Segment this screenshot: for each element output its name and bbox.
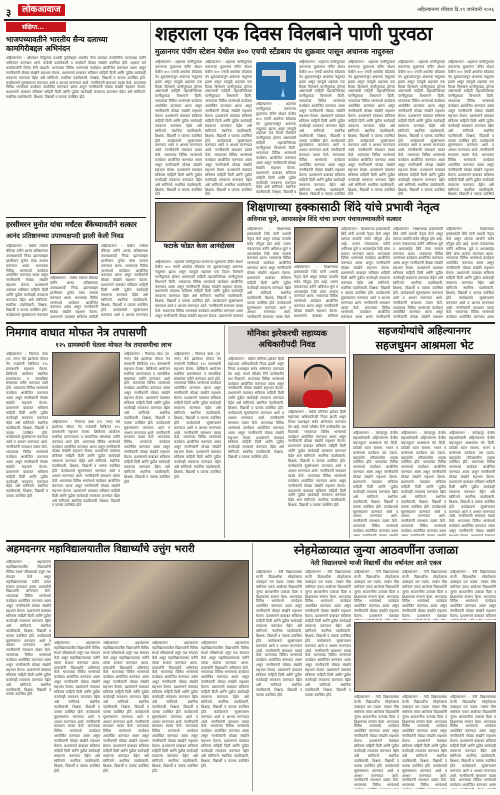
- celebration-photo: [155, 202, 243, 242]
- ashram-body-col2: अहिल्यानगर : कोल्हापूर येथील सहजयोग्यांनी अहिल्यानगर येथील सहजधुमन आश्रमाला भेट दिली. यावेळी ध्यान साधना, भजन व सत्संगाचा कार्यक्रम पार पडला. सहजयोग परिवारातील सदस्य उपस्थित होते. भारताच्या विविध भागांमध्ये कार्यक्रम आयोजित करण्यात आला असून नागरिकांनी मोठ्या संख्येने सहभाग घेतला. प्रशासनाने याबाबत सविस्तर माहिती दिली आणि पुढील कार्यवाही लवकरच करण्यात येईल असे सांगितले. स्थानिक पदाधिकारी, शिक्षक, विद्यार्थी व पालक उपस्थित होते. कार्यक्रमाचे सूत्रसंचालन करण्यात आले व आभार मानण्यात आले. नागरिकांनी समाधान व्यक्त केले. भारताच्या विविध भागांमध्ये कार्यक्रम आयोजित करण्यात आला असून नागरिकांनी मोठ्या संख्येने सहभाग घेतला. प्रशासनाने याबाबत सविस्तर माहिती दिली आणि पुढील कार्यवाही लवकरच करण्यात येईल असे सांगितले. स्थानिक पदाधिकारी, शिक्षक, विद्यार्थी व पालक उपस्थित होते.: [401, 431, 446, 536]
- students-headline: अहमदनगर महाविद्यालयातील विद्यार्थ्यांचे उत्तुंग भरारी: [6, 544, 195, 555]
- brief2-body-col3: अहिल्यानगर : येथील मर्चंटस बँकेच्या वतीने आनंद प्रतिष्ठानच्या उपाध्यक्षपदी निवड झाल्याबद्दल हरसीमरन मुनोत यांचा सत्कार करण्यात आला. भारताच्या विविध भागांमध्ये कार्यक्रम आयोजित करण्यात आला असून नागरिकांनी मोठ्या संख्येने सहभाग घेतला. प्रशासनाने याबाबत सविस्तर माहिती दिली आणि पुढील कार्यवाही लवकरच करण्यात येईल असे सांगितले. स्थानिक पदाधिकारी, शिक्षक, विद्यार्थी व पालक उपस्थित होते. कार्यक्रमाचे सूत्रसंचालन करण्यात आले व आभार मानण्यात आले. नागरिकांनी समाधान व्यक्त केले. भारताच्या विविध भागांमध्ये कार्यक्रम आयोजित करण्यात आला असून नागरिकांनी मोठ्या संख्येने सहभाग घेतला. प्रशासनाने याबाबत सविस्तर माहिती दिली आणि पुढील कार्यवाही लवकरच करण्यात येईल असे सांगितले. स्थानिक पदाधिकारी, शिक्षक, विद्यार्थी व पालक उपस्थित होते.: [101, 244, 148, 318]
- reunion-body-col4: अहिल्यानगर : नेती विद्यालयाच्या माजी विद्यार्थ्यांचा स्नेहमेळावा उत्साहात पार पडला. तब्बल वीस वर्षांनंतर एकत्र आलेल्या विद्यार्थ्यांनी जुन्या आठवणींना उजाळा दिला व शिक्षकांचा सन्मान केला. भारताच्या विविध भागांमध्ये कार्यक्रम आयोजित करण्यात आला असून नागरिकांनी मोठ्या संख्येने सहभाग घेतला. प्रशासनाने याबाबत सविस्तर माहिती दिली आणि पुढील कार्यवाही लवकरच करण्यात येईल असे सांगितले. स्थानिक पदाधिकारी, शिक्षक, विद्यार्थी व पालक उपस्थित होते. कार्यक्रमाचे सूत्रसंचालन करण्यात आले व आभार मानण्यात आले. नागरिकांनी समाधान व्यक्त केले. भारताच्या विविध भागांमध्ये कार्यक्रम आयोजित करण्यात आला असून नागरिकांनी मोठ्या संख्येने सहभाग घेतला. प्रशासनाने याबाबत सविस्तर माहिती दिली आणि पुढील कार्यवाही लवकरच करण्यात येईल असे सांगितले. स्थानिक पदाधिकारी, शिक्षक, विद्यार्थी व पालक उपस्थित होते.: [402, 570, 447, 620]
- leadership-body-col2: अहिल्यानगर : शिक्षणाच्या हक्कासाठी शिंदे यांनी प्रभावी नेतृत्व केले असून त्यांच्या कार्याचे सर्वत्र कौतुक होत आहे. प्रभाग पंचायतच्या वतीने अविनाश घुले व आपासाहेब शिंदे यांचा सत्कार करण्यात आला. भारताच्या विविध भागांमध्ये कार्यक्रम आयोजित करण्यात आला असून नागरिकांनी मोठ्या संख्येने सहभाग घेतला. प्रशासनाने याबाबत सविस्तर माहिती दिली आणि पुढील कार्यवाही लवकरच करण्यात येईल असे सांगितले. स्थानिक पदाधिकारी, शिक्षक, विद्यार्थी व पालक उपस्थित होते. कार्यक्रमाचे सूत्रसंचालन करण्यात आले व आभार मानण्यात आले. नागरिकांनी समाधान व्यक्त केले. भारताच्या विविध भागांमध्ये कार्यक्रम आयोजित करण्यात आला असून नागरिकांनी मोठ्या संख्येने सहभाग घेतला. प्रशासनाने याबाबत सविस्तर माहिती दिली आणि पुढील कार्यवाही लवकरच करण्यात येईल असे सांगितले. स्थानिक पदाधिकारी, शिक्षक, विद्यार्थी व पालक उपस्थित होते.: [294, 265, 338, 318]
- ashram-headline-top: सहजयोग्यांचे अहिल्यानगर: [378, 326, 471, 337]
- eye-camp-body-col2: अहिल्यानगर : निमगाव वाघा (ता. नगर) येथे झालेल्या मोफत नेत्र तपासणी शिबिरात १२५ ग्रामस्थांनी सहभाग घेतला. शिबिराचे आयोजन स्थानिक ग्रामपंचायत व सामाजिक संस्थांच्या वतीने करण्यात आले होते. भारताच्या विविध भागांमध्ये कार्यक्रम आयोजित करण्यात आला असून नागरिकांनी मोठ्या संख्येने सहभाग घेतला. प्रशासनाने याबाबत सविस्तर माहिती दिली आणि पुढील कार्यवाही लवकरच करण्यात येईल असे सांगितले. स्थानिक पदाधिकारी, शिक्षक, विद्यार्थी व पालक उपस्थित होते. कार्यक्रमाचे सूत्रसंचालन करण्यात आले व आभार मानण्यात आले. नागरिकांनी समाधान व्यक्त केले. भारताच्या विविध भागांमध्ये कार्यक्रम आयोजित करण्यात आला असून नागरिकांनी मोठ्या संख्येने सहभाग घेतला. प्रशासनाने याबाबत सविस्तर माहिती दिली आणि पुढील कार्यवाही लवकरच करण्यात येईल असे सांगितले. स्थानिक पदाधिकारी, शिक्षक, विद्यार्थी व पालक उपस्थित होते.: [52, 420, 120, 536]
- portrait-person-icon: [289, 358, 347, 408]
- lead-bottom-divider: [155, 198, 495, 199]
- ashram-body-col1: अहिल्यानगर : कोल्हापूर येथील सहजयोग्यांनी अहिल्यानगर येथील सहजधुमन आश्रमाला भेट दिली. यावेळी ध्यान साधना, भजन व सत्संगाचा कार्यक्रम पार पडला. सहजयोग परिवारातील सदस्य उपस्थित होते. भारताच्या विविध भागांमध्ये कार्यक्रम आयोजित करण्यात आला असून नागरिकांनी मोठ्या संख्येने सहभाग घेतला. प्रशासनाने याबाबत सविस्तर माहिती दिली आणि पुढील कार्यवाही लवकरच करण्यात येईल असे सांगितले. स्थानिक पदाधिकारी, शिक्षक, विद्यार्थी व पालक उपस्थित होते. कार्यक्रमाचे सूत्रसंचालन करण्यात आले व आभार मानण्यात आले. नागरिकांनी समाधान व्यक्त केले. भारताच्या विविध भागांमध्ये कार्यक्रम आयोजित करण्यात आला असून नागरिकांनी मोठ्या संख्येने सहभाग घेतला. प्रशासनाने याबाबत सविस्तर माहिती दिली आणि पुढील कार्यवाही लवकरच करण्यात येईल असे सांगितले. स्थानिक पदाधिकारी, शिक्षक, विद्यार्थी व पालक उपस्थित होते.: [353, 431, 398, 536]
- leadership-body-col4: अहिल्यानगर : शिक्षणाच्या हक्कासाठी शिंदे यांनी प्रभावी नेतृत्व केले असून त्यांच्या कार्याचे सर्वत्र कौतुक होत आहे. प्रभाग पंचायतच्या वतीने अविनाश घुले व आपासाहेब शिंदे यांचा सत्कार करण्यात आला. भारताच्या विविध भागांमध्ये कार्यक्रम आयोजित करण्यात आला असून नागरिकांनी मोठ्या संख्येने सहभाग घेतला. प्रशासनाने याबाबत सविस्तर माहिती दिली आणि पुढील कार्यवाही लवकरच करण्यात येईल असे सांगितले. स्थानिक पदाधिकारी, शिक्षक, विद्यार्थी व पालक उपस्थित होते. कार्यक्रमाचे सूत्रसंचालन करण्यात आले व आभार मानण्यात आले. नागरिकांनी समाधान व्यक्त केले. भारताच्या विविध भागांमध्ये कार्यक्रम आयोजित करण्यात आला असून नागरिकांनी मोठ्या संख्येने सहभाग घेतला. प्रशासनाने याबाबत सविस्तर माहिती दिली आणि पुढील कार्यवाही लवकरच करण्यात येईल असे सांगितले. स्थानिक पदाधिकारी, शिक्षक, विद्यार्थी व पालक उपस्थित होते.: [393, 227, 443, 318]
- eye-camp-body-col3: अहिल्यानगर : निमगाव वाघा (ता. नगर) येथे झालेल्या मोफत नेत्र तपासणी शिबिरात १२५ ग्रामस्थांनी सहभाग घेतला. शिबिराचे आयोजन स्थानिक ग्रामपंचायत व सामाजिक संस्थांच्या वतीने करण्यात आले होते. भारताच्या विविध भागांमध्ये कार्यक्रम आयोजित करण्यात आला असून नागरिकांनी मोठ्या संख्येने सहभाग घेतला. प्रशासनाने याबाबत सविस्तर माहिती दिली आणि पुढील कार्यवाही लवकरच करण्यात येईल असे सांगितले. स्थानिक पदाधिकारी, शिक्षक, विद्यार्थी व पालक उपस्थित होते. कार्यक्रमाचे सूत्रसंचालन करण्यात आले व आभार मानण्यात आले. नागरिकांनी समाधान व्यक्त केले. भारताच्या विविध भागांमध्ये कार्यक्रम आयोजित करण्यात आला असून नागरिकांनी मोठ्या संख्येने सहभाग घेतला. प्रशासनाने याबाबत सविस्तर माहिती दिली आणि पुढील कार्यवाही लवकरच करण्यात येईल असे सांगितले. स्थानिक पदाधिकारी, शिक्षक, विद्यार्थी व पालक उपस्थित होते.: [124, 352, 170, 536]
- leadership-headline: शिक्षणाच्या हक्कासाठी शिंदे यांचे प्रभावी नेतृत्व: [247, 200, 440, 214]
- appointment-header-box: [228, 326, 346, 354]
- students-body-col2: अहिल्यानगर : अहमदनगर महाविद्यालयातील विद्यार्थ्यांनी विविध स्पर्धा परीक्षांमध्ये उत्तुंग यश संपादन केले असून महाविद्यालयाच्या वतीने त्यांचा सत्कार करण्यात आला. प्राचार्यांनी विद्यार्थ्यांचे अभिनंदन केले. भारताच्या विविध भागांमध्ये कार्यक्रम आयोजित करण्यात आला असून नागरिकांनी मोठ्या संख्येने सहभाग घेतला. प्रशासनाने याबाबत सविस्तर माहिती दिली आणि पुढील कार्यवाही लवकरच करण्यात येईल असे सांगितले. स्थानिक पदाधिकारी, शिक्षक, विद्यार्थी व पालक उपस्थित होते. कार्यक्रमाचे सूत्रसंचालन करण्यात आले व आभार मानण्यात आले. नागरिकांनी समाधान व्यक्त केले. भारताच्या विविध भागांमध्ये कार्यक्रम आयोजित करण्यात आला असून नागरिकांनी मोठ्या संख्येने सहभाग घेतला. प्रशासनाने याबाबत सविस्तर माहिती दिली आणि पुढील कार्यवाही लवकरच करण्यात येईल असे सांगितले. स्थानिक पदाधिकारी, शिक्षक, विद्यार्थी व पालक उपस्थित होते.: [54, 641, 100, 789]
- reunion-body-col6: अहिल्यानगर : नेती विद्यालयाच्या माजी विद्यार्थ्यांचा स्नेहमेळावा उत्साहात पार पडला. तब्बल वीस वर्षांनंतर एकत्र आलेल्या विद्यार्थ्यांनी जुन्या आठवणींना उजाळा दिला व शिक्षकांचा सन्मान केला. भारताच्या विविध भागांमध्ये कार्यक्रम आयोजित करण्यात आला असून नागरिकांनी मोठ्या संख्येने सहभाग घेतला. प्रशासनाने याबाबत सविस्तर माहिती दिली आणि पुढील कार्यवाही लवकरच करण्यात येईल असे सांगितले. स्थानिक पदाधिकारी, शिक्षक, विद्यार्थी व पालक उपस्थित होते. कार्यक्रमाचे सूत्रसंचालन करण्यात आले व आभार मानण्यात आले. नागरिकांनी समाधान व्यक्त केले. भारताच्या विविध भागांमध्ये कार्यक्रम आयोजित करण्यात आला असून नागरिकांनी मोठ्या संख्येने सहभाग घेतला. प्रशासनाने याबाबत सविस्तर माहिती दिली आणि पुढील कार्यवाही लवकरच करण्यात येईल असे सांगितले. स्थानिक पदाधिकारी, शिक्षक, विद्यार्थी व पालक उपस्थित होते.: [354, 695, 399, 789]
- brief1-body: अहिल्यानगर : ऑपरेशन सिंदूरच्या यशस्वी पूर्ततेबद्दल भारतीय सैन्य दलाच्या कामगिरीचे भाजपच्या वतीने अभिनंदन करण्यात आले. यावेळी पदाधिकारी व कार्यकर्ते मोठ्या संख्येने उपस्थित होते. शहरात सर्व कार्यकर्त्यांनी तिरंगा रॅली काढली. भारताच्या विविध भागांमध्ये कार्यक्रम आयोजित करण्यात आला असून नागरिकांनी मोठ्या संख्येने सहभाग घेतला. प्रशासनाने याबाबत सविस्तर माहिती दिली आणि पुढील कार्यवाही लवकरच करण्यात येईल असे सांगितले. स्थानिक पदाधिकारी, शिक्षक, विद्यार्थी व पालक उपस्थित होते. कार्यक्रमाचे सूत्रसंचालन करण्यात आले व आभार मानण्यात आले. नागरिकांनी समाधान व्यक्त केले. भारताच्या विविध भागांमध्ये कार्यक्रम आयोजित करण्यात आला असून नागरिकांनी मोठ्या संख्येने सहभाग घेतला. प्रशासनाने याबाबत सविस्तर माहिती दिली आणि पुढील कार्यवाही लवकरच करण्यात येईल असे सांगितले. स्थानिक पदाधिकारी, शिक्षक, विद्यार्थी व पालक उपस्थित होते.: [6, 56, 146, 216]
- brief1-title: भाजपच्यावतीने भारतीय सैन्य दलाच्या कामगिरीबद्दल अभिनंदन: [6, 35, 108, 53]
- lead-headline: शहराला एक दिवस विलबाने पाणी पुरवठा: [155, 23, 433, 45]
- reunion-subhead: नेती विद्यालयाचे माजी विद्यार्थी वीस वर्षानंतर आले एकत्र: [310, 559, 442, 567]
- ashram-body-col3: अहिल्यानगर : कोल्हापूर येथील सहजयोग्यांनी अहिल्यानगर येथील सहजधुमन आश्रमाला भेट दिली. यावेळी ध्यान साधना, भजन व सत्संगाचा कार्यक्रम पार पडला. सहजयोग परिवारातील सदस्य उपस्थित होते. भारताच्या विविध भागांमध्ये कार्यक्रम आयोजित करण्यात आला असून नागरिकांनी मोठ्या संख्येने सहभाग घेतला. प्रशासनाने याबाबत सविस्तर माहिती दिली आणि पुढील कार्यवाही लवकरच करण्यात येईल असे सांगितले. स्थानिक पदाधिकारी, शिक्षक, विद्यार्थी व पालक उपस्थित होते. कार्यक्रमाचे सूत्रसंचालन करण्यात आले व आभार मानण्यात आले. नागरिकांनी समाधान व्यक्त केले. भारताच्या विविध भागांमध्ये कार्यक्रम आयोजित करण्यात आला असून नागरिकांनी मोठ्या संख्येने सहभाग घेतला. प्रशासनाने याबाबत सविस्तर माहिती दिली आणि पुढील कार्यवाही लवकरच करण्यात येईल असे सांगितले. स्थानिक पदाधिकारी, शिक्षक, विद्यार्थी व पालक उपस्थित होते.: [449, 431, 495, 536]
- sidebar-header-bar: [6, 22, 66, 32]
- reunion-headline: स्नेहमेळाव्यात जुन्या आठवणींना उजाळा: [293, 543, 459, 557]
- leadership-subhead: अविनाश घुले, आपासाहेब शिंदे यांचा प्रभाग पंचायतच्यावतीने सत्कार: [247, 216, 402, 223]
- eye-camp-headline: निमगाव वाघात मोफत नेत्र तपासणी: [6, 326, 147, 339]
- brief2-body-col1: अहिल्यानगर : येथील मर्चंटस बँकेच्या वतीने आनंद प्रतिष्ठानच्या उपाध्यक्षपदी निवड झाल्याबद्दल हरसीमरन मुनोत यांचा सत्कार करण्यात आला. भारताच्या विविध भागांमध्ये कार्यक्रम आयोजित करण्यात आला असून नागरिकांनी मोठ्या संख्येने सहभाग घेतला. प्रशासनाने याबाबत सविस्तर माहिती दिली आणि पुढील कार्यवाही लवकरच करण्यात येईल असे सांगितले. स्थानिक पदाधिकारी, शिक्षक, विद्यार्थी व पालक उपस्थित होते. कार्यक्रमाचे सूत्रसंचालन करण्यात आले व आभार मानण्यात आले. नागरिकांनी समाधान व्यक्त केले. भारताच्या विविध भागांमध्ये कार्यक्रम आयोजित करण्यात आला असून नागरिकांनी मोठ्या संख्येने सहभाग घेतला. प्रशासनाने याबाबत सविस्तर माहिती दिली आणि पुढील कार्यवाही लवकरच करण्यात येईल असे सांगितले. स्थानिक पदाधिकारी, शिक्षक, विद्यार्थी व पालक उपस्थित होते.: [6, 244, 48, 318]
- appointment-body-col1: अहिल्यानगर : येथील मोनिका झरेकर हिची सहाय्यक अधिकारीपदी निवड झाली असून तिच्या यशाबद्दल सर्वत्र अभिनंदन करण्यात येत आहे. स्पर्धा परीक्षेत तिने उल्लेखनीय यश मिळवले. भारताच्या विविध भागांमध्ये कार्यक्रम आयोजित करण्यात आला असून नागरिकांनी मोठ्या संख्येने सहभाग घेतला. प्रशासनाने याबाबत सविस्तर माहिती दिली आणि पुढील कार्यवाही लवकरच करण्यात येईल असे सांगितले. स्थानिक पदाधिकारी, शिक्षक, विद्यार्थी व पालक उपस्थित होते. कार्यक्रमाचे सूत्रसंचालन करण्यात आले व आभार मानण्यात आले. नागरिकांनी समाधान व्यक्त केले. भारताच्या विविध भागांमध्ये कार्यक्रम आयोजित करण्यात आला असून नागरिकांनी मोठ्या संख्येने सहभाग घेतला. प्रशासनाने याबाबत सविस्तर माहिती दिली आणि पुढील कार्यवाही लवकरच करण्यात येईल असे सांगितले. स्थानिक पदाधिकारी, शिक्षक, विद्यार्थी व पालक उपस्थित होते.: [228, 357, 284, 536]
- reunion-body-col7: अहिल्यानगर : नेती विद्यालयाच्या माजी विद्यार्थ्यांचा स्नेहमेळावा उत्साहात पार पडला. तब्बल वीस वर्षांनंतर एकत्र आलेल्या विद्यार्थ्यांनी जुन्या आठवणींना उजाळा दिला व शिक्षकांचा सन्मान केला. भारताच्या विविध भागांमध्ये कार्यक्रम आयोजित करण्यात आला असून नागरिकांनी मोठ्या संख्येने सहभाग घेतला. प्रशासनाने याबाबत सविस्तर माहिती दिली आणि पुढील कार्यवाही लवकरच करण्यात येईल असे सांगितले. स्थानिक पदाधिकारी, शिक्षक, विद्यार्थी व पालक उपस्थित होते. कार्यक्रमाचे सूत्रसंचालन करण्यात आले व आभार मानण्यात आले. नागरिकांनी समाधान व्यक्त केले. भारताच्या विविध भागांमध्ये कार्यक्रम आयोजित करण्यात आला असून नागरिकांनी मोठ्या संख्येने सहभाग घेतला. प्रशासनाने याबाबत सविस्तर माहिती दिली आणि पुढील कार्यवाही लवकरच करण्यात येईल असे सांगितले. स्थानिक पदाधिकारी, शिक्षक, विद्यार्थी व पालक उपस्थित होते.: [402, 695, 447, 789]
- page-number: ३: [6, 8, 12, 19]
- leadership-body-col3: अहिल्यानगर : शिक्षणाच्या हक्कासाठी शिंदे यांनी प्रभावी नेतृत्व केले असून त्यांच्या कार्याचे सर्वत्र कौतुक होत आहे. प्रभाग पंचायतच्या वतीने अविनाश घुले व आपासाहेब शिंदे यांचा सत्कार करण्यात आला. भारताच्या विविध भागांमध्ये कार्यक्रम आयोजित करण्यात आला असून नागरिकांनी मोठ्या संख्येने सहभाग घेतला. प्रशासनाने याबाबत सविस्तर माहिती दिली आणि पुढील कार्यवाही लवकरच करण्यात येईल असे सांगितले. स्थानिक पदाधिकारी, शिक्षक, विद्यार्थी व पालक उपस्थित होते. कार्यक्रमाचे सूत्रसंचालन करण्यात आले व आभार मानण्यात आले. नागरिकांनी समाधान व्यक्त केले. भारताच्या विविध भागांमध्ये कार्यक्रम आयोजित करण्यात आला असून नागरिकांनी मोठ्या संख्येने सहभाग घेतला. प्रशासनाने याबाबत सविस्तर माहिती दिली आणि पुढील कार्यवाही लवकरच करण्यात येईल असे सांगितले. स्थानिक पदाधिकारी, शिक्षक, विद्यार्थी व पालक उपस्थित होते.: [341, 227, 390, 318]
- paper-logo: लोकआवाज: [18, 4, 65, 16]
- masthead-divider: [4, 19, 496, 21]
- brief2-title: हरसीमरन मुनोत यांचा मर्चंटस बँकेच्यावतीने सत्कार: [6, 220, 137, 229]
- reunion-body-col3: अहिल्यानगर : नेती विद्यालयाच्या माजी विद्यार्थ्यांचा स्नेहमेळावा उत्साहात पार पडला. तब्बल वीस वर्षांनंतर एकत्र आलेल्या विद्यार्थ्यांनी जुन्या आठवणींना उजाळा दिला व शिक्षकांचा सन्मान केला. भारताच्या विविध भागांमध्ये कार्यक्रम आयोजित करण्यात आला असून नागरिकांनी मोठ्या संख्येने सहभाग घेतला. प्रशासनाने याबाबत सविस्तर माहिती दिली आणि पुढील कार्यवाही लवकरच करण्यात येईल असे सांगितले. स्थानिक पदाधिकारी, शिक्षक, विद्यार्थी व पालक उपस्थित होते. कार्यक्रमाचे सूत्रसंचालन करण्यात आले व आभार मानण्यात आले. नागरिकांनी समाधान व्यक्त केले. भारताच्या विविध भागांमध्ये कार्यक्रम आयोजित करण्यात आला असून नागरिकांनी मोठ्या संख्येने सहभाग घेतला. प्रशासनाने याबाबत सविस्तर माहिती दिली आणि पुढील कार्यवाही लवकरच करण्यात येईल असे सांगितले. स्थानिक पदाधिकारी, शिक्षक, विद्यार्थी व पालक उपस्थित होते.: [354, 570, 399, 620]
- leadership-body-col5: अहिल्यानगर : शिक्षणाच्या हक्कासाठी शिंदे यांनी प्रभावी नेतृत्व केले असून त्यांच्या कार्याचे सर्वत्र कौतुक होत आहे. प्रभाग पंचायतच्या वतीने अविनाश घुले व आपासाहेब शिंदे यांचा सत्कार करण्यात आला. भारताच्या विविध भागांमध्ये कार्यक्रम आयोजित करण्यात आला असून नागरिकांनी मोठ्या संख्येने सहभाग घेतला. प्रशासनाने याबाबत सविस्तर माहिती दिली आणि पुढील कार्यवाही लवकरच करण्यात येईल असे सांगितले. स्थानिक पदाधिकारी, शिक्षक, विद्यार्थी व पालक उपस्थित होते. कार्यक्रमाचे सूत्रसंचालन करण्यात आले व आभार मानण्यात आले. नागरिकांनी समाधान व्यक्त केले. भारताच्या विविध भागांमध्ये कार्यक्रम आयोजित करण्यात आला असून नागरिकांनी मोठ्या संख्येने सहभाग घेतला. प्रशासनाने याबाबत सविस्तर माहिती दिली आणि पुढील कार्यवाही लवकरच करण्यात येईल असे सांगितले. स्थानिक पदाधिकारी, शिक्षक, विद्यार्थी व पालक उपस्थित होते.: [446, 227, 494, 318]
- reunion-group-photo: [354, 622, 496, 692]
- reunion-body-col5: अहिल्यानगर : नेती विद्यालयाच्या माजी विद्यार्थ्यांचा स्नेहमेळावा उत्साहात पार पडला. तब्बल वीस वर्षांनंतर एकत्र आलेल्या विद्यार्थ्यांनी जुन्या आठवणींना उजाळा दिला व शिक्षकांचा सन्मान केला. भारताच्या विविध भागांमध्ये कार्यक्रम आयोजित करण्यात आला असून नागरिकांनी मोठ्या संख्येने सहभाग घेतला. प्रशासनाने याबाबत सविस्तर माहिती दिली आणि पुढील कार्यवाही लवकरच करण्यात येईल असे सांगितले. स्थानिक पदाधिकारी, शिक्षक, विद्यार्थी व पालक उपस्थित होते. कार्यक्रमाचे सूत्रसंचालन करण्यात आले व आभार मानण्यात आले. नागरिकांनी समाधान व्यक्त केले. भारताच्या विविध भागांमध्ये कार्यक्रम आयोजित करण्यात आला असून नागरिकांनी मोठ्या संख्येने सहभाग घेतला. प्रशासनाने याबाबत सविस्तर माहिती दिली आणि पुढील कार्यवाही लवकरच करण्यात येईल असे सांगितले. स्थानिक पदाधिकारी, शिक्षक, विद्यार्थी व पालक उपस्थित होते.: [450, 570, 496, 620]
- students-body-col5: अहिल्यानगर : अहमदनगर महाविद्यालयातील विद्यार्थ्यांनी विविध स्पर्धा परीक्षांमध्ये उत्तुंग यश संपादन केले असून महाविद्यालयाच्या वतीने त्यांचा सत्कार करण्यात आला. प्राचार्यांनी विद्यार्थ्यांचे अभिनंदन केले. भारताच्या विविध भागांमध्ये कार्यक्रम आयोजित करण्यात आला असून नागरिकांनी मोठ्या संख्येने सहभाग घेतला. प्रशासनाने याबाबत सविस्तर माहिती दिली आणि पुढील कार्यवाही लवकरच करण्यात येईल असे सांगितले. स्थानिक पदाधिकारी, शिक्षक, विद्यार्थी व पालक उपस्थित होते. कार्यक्रमाचे सूत्रसंचालन करण्यात आले व आभार मानण्यात आले. नागरिकांनी समाधान व्यक्त केले. भारताच्या विविध भागांमध्ये कार्यक्रम आयोजित करण्यात आला असून नागरिकांनी मोठ्या संख्येने सहभाग घेतला. प्रशासनाने याबाबत सविस्तर माहिती दिली आणि पुढील कार्यवाही लवकरच करण्यात येईल असे सांगितले. स्थानिक पदाधिकारी, शिक्षक, विद्यार्थी व पालक उपस्थित होते.: [201, 641, 249, 789]
- lead-body-col7: अहिल्यानगर : शहराला पाणीपुरवठा करणाऱ्या मुळानगर पंपिंग स्टेशन येथील ४०० एचपी क्षमतेचा स्टँडबाय पंप शुक्रवारपासून अचानक नादुरुस्त झाला असून त्यामुळे शहराला एक दिवस विलंबाने पाणीपुरवठा होणार असल्याची माहिती महापालिकेच्या पाणीपुरवठा विभागाने दिली. भारताच्या विविध भागांमध्ये कार्यक्रम आयोजित करण्यात आला असून नागरिकांनी मोठ्या संख्येने सहभाग घेतला. प्रशासनाने याबाबत सविस्तर माहिती दिली आणि पुढील कार्यवाही लवकरच करण्यात येईल असे सांगितले. स्थानिक पदाधिकारी, शिक्षक, विद्यार्थी व पालक उपस्थित होते. कार्यक्रमाचे सूत्रसंचालन करण्यात आले व आभार मानण्यात आले. नागरिकांनी समाधान व्यक्त केले. भारताच्या विविध भागांमध्ये कार्यक्रम आयोजित करण्यात आला असून नागरिकांनी मोठ्या संख्येने सहभाग घेतला. प्रशासनाने याबाबत सविस्तर माहिती दिली आणि पुढील कार्यवाही लवकरच करण्यात येईल असे सांगितले. स्थानिक पदाधिकारी, शिक्षक, विद्यार्थी व पालक उपस्थित होते.: [448, 60, 494, 195]
- portrait-photo: [288, 357, 346, 407]
- students-body-col4: अहिल्यानगर : अहमदनगर महाविद्यालयातील विद्यार्थ्यांनी विविध स्पर्धा परीक्षांमध्ये उत्तुंग यश संपादन केले असून महाविद्यालयाच्या वतीने त्यांचा सत्कार करण्यात आला. प्राचार्यांनी विद्यार्थ्यांचे अभिनंदन केले. भारताच्या विविध भागांमध्ये कार्यक्रम आयोजित करण्यात आला असून नागरिकांनी मोठ्या संख्येने सहभाग घेतला. प्रशासनाने याबाबत सविस्तर माहिती दिली आणि पुढील कार्यवाही लवकरच करण्यात येईल असे सांगितले. स्थानिक पदाधिकारी, शिक्षक, विद्यार्थी व पालक उपस्थित होते. कार्यक्रमाचे सूत्रसंचालन करण्यात आले व आभार मानण्यात आले. नागरिकांनी समाधान व्यक्त केले. भारताच्या विविध भागांमध्ये कार्यक्रम आयोजित करण्यात आला असून नागरिकांनी मोठ्या संख्येने सहभाग घेतला. प्रशासनाने याबाबत सविस्तर माहिती दिली आणि पुढील कार्यवाही लवकरच करण्यात येईल असे सांगितले. स्थानिक पदाधिकारी, शिक्षक, विद्यार्थी व पालक उपस्थित होते.: [152, 641, 198, 789]
- eye-camp-photo: [52, 352, 120, 416]
- lead-subhead: मुळानगर पंपींग स्टेशन येथील ४०० एचपी स्टँडबाय पंप शुक्रवार पासून अचानक नादुरुस्त: [155, 47, 394, 56]
- leadership-body-col1: अहिल्यानगर : शिक्षणाच्या हक्कासाठी शिंदे यांनी प्रभावी नेतृत्व केले असून त्यांच्या कार्याचे सर्वत्र कौतुक होत आहे. प्रभाग पंचायतच्या वतीने अविनाश घुले व आपासाहेब शिंदे यांचा सत्कार करण्यात आला. भारताच्या विविध भागांमध्ये कार्यक्रम आयोजित करण्यात आला असून नागरिकांनी मोठ्या संख्येने सहभाग घेतला. प्रशासनाने याबाबत सविस्तर माहिती दिली आणि पुढील कार्यवाही लवकरच करण्यात येईल असे सांगितले. स्थानिक पदाधिकारी, शिक्षक, विद्यार्थी व पालक उपस्थित होते. कार्यक्रमाचे सूत्रसंचालन करण्यात आले व आभार मानण्यात आले. नागरिकांनी समाधान व्यक्त केले. भारताच्या विविध भागांमध्ये कार्यक्रम आयोजित करण्यात आला असून नागरिकांनी मोठ्या संख्येने सहभाग घेतला. प्रशासनाने याबाबत सविस्तर माहिती दिली आणि पुढील कार्यवाही लवकरच करण्यात येईल असे सांगितले. स्थानिक पदाधिकारी, शिक्षक, विद्यार्थी व पालक उपस्थित होते.: [247, 227, 291, 318]
- ashram-headline-bottom: सहजधुमन आश्रमला भेट: [375, 339, 474, 352]
- leadership-photo: [294, 227, 338, 263]
- middle-divider-1: [224, 325, 225, 538]
- students-body-col1: अहिल्यानगर : अहमदनगर महाविद्यालयातील विद्यार्थ्यांनी विविध स्पर्धा परीक्षांमध्ये उत्तुंग यश संपादन केले असून महाविद्यालयाच्या वतीने त्यांचा सत्कार करण्यात आला. प्राचार्यांनी विद्यार्थ्यांचे अभिनंदन केले. भारताच्या विविध भागांमध्ये कार्यक्रम आयोजित करण्यात आला असून नागरिकांनी मोठ्या संख्येने सहभाग घेतला. प्रशासनाने याबाबत सविस्तर माहिती दिली आणि पुढील कार्यवाही लवकरच करण्यात येईल असे सांगितले. स्थानिक पदाधिकारी, शिक्षक, विद्यार्थी व पालक उपस्थित होते. कार्यक्रमाचे सूत्रसंचालन करण्यात आले व आभार मानण्यात आले. नागरिकांनी समाधान व्यक्त केले. भारताच्या विविध भागांमध्ये कार्यक्रम आयोजित करण्यात आला असून नागरिकांनी मोठ्या संख्येने सहभाग घेतला. प्रशासनाने याबाबत सविस्तर माहिती दिली आणि पुढील कार्यवाही लवकरच करण्यात येईल असे सांगितले. स्थानिक पदाधिकारी, शिक्षक, विद्यार्थी व पालक उपस्थित होते.: [6, 560, 51, 789]
- ashram-group-photo: [353, 354, 495, 428]
- lead-body-col1: अहिल्यानगर : शहराला पाणीपुरवठा करणाऱ्या मुळानगर पंपिंग स्टेशन येथील ४०० एचपी क्षमतेचा स्टँडबाय पंप शुक्रवारपासून अचानक नादुरुस्त झाला असून त्यामुळे शहराला एक दिवस विलंबाने पाणीपुरवठा होणार असल्याची माहिती महापालिकेच्या पाणीपुरवठा विभागाने दिली. भारताच्या विविध भागांमध्ये कार्यक्रम आयोजित करण्यात आला असून नागरिकांनी मोठ्या संख्येने सहभाग घेतला. प्रशासनाने याबाबत सविस्तर माहिती दिली आणि पुढील कार्यवाही लवकरच करण्यात येईल असे सांगितले. स्थानिक पदाधिकारी, शिक्षक, विद्यार्थी व पालक उपस्थित होते. कार्यक्रमाचे सूत्रसंचालन करण्यात आले व आभार मानण्यात आले. नागरिकांनी समाधान व्यक्त केले. भारताच्या विविध भागांमध्ये कार्यक्रम आयोजित करण्यात आला असून नागरिकांनी मोठ्या संख्येने सहभाग घेतला. प्रशासनाने याबाबत सविस्तर माहिती दिली आणि पुढील कार्यवाही लवकरच करण्यात येईल असे सांगितले. स्थानिक पदाधिकारी, शिक्षक, विद्यार्थी व पालक उपस्थित होते.: [155, 60, 202, 195]
- masthead: [4, 4, 496, 18]
- brief-divider: [6, 217, 146, 218]
- bottom-divider-v: [252, 543, 253, 791]
- appointment-body-col2: अहिल्यानगर : येथील मोनिका झरेकर हिची सहाय्यक अधिकारीपदी निवड झाली असून तिच्या यशाबद्दल सर्वत्र अभिनंदन करण्यात येत आहे. स्पर्धा परीक्षेत तिने उल्लेखनीय यश मिळवले. भारताच्या विविध भागांमध्ये कार्यक्रम आयोजित करण्यात आला असून नागरिकांनी मोठ्या संख्येने सहभाग घेतला. प्रशासनाने याबाबत सविस्तर माहिती दिली आणि पुढील कार्यवाही लवकरच करण्यात येईल असे सांगितले. स्थानिक पदाधिकारी, शिक्षक, विद्यार्थी व पालक उपस्थित होते. कार्यक्रमाचे सूत्रसंचालन करण्यात आले व आभार मानण्यात आले. नागरिकांनी समाधान व्यक्त केले. भारताच्या विविध भागांमध्ये कार्यक्रम आयोजित करण्यात आला असून नागरिकांनी मोठ्या संख्येने सहभाग घेतला. प्रशासनाने याबाबत सविस्तर माहिती दिली आणि पुढील कार्यवाही लवकरच करण्यात येईल असे सांगितले. स्थानिक पदाधिकारी, शिक्षक, विद्यार्थी व पालक उपस्थित होते.: [288, 410, 346, 536]
- lead-body-col4: अहिल्यानगर : शहराला पाणीपुरवठा करणाऱ्या मुळानगर पंपिंग स्टेशन येथील ४०० एचपी क्षमतेचा स्टँडबाय पंप शुक्रवारपासून अचानक नादुरुस्त झाला असून त्यामुळे शहराला एक दिवस विलंबाने पाणीपुरवठा होणार असल्याची माहिती महापालिकेच्या पाणीपुरवठा विभागाने दिली. भारताच्या विविध भागांमध्ये कार्यक्रम आयोजित करण्यात आला असून नागरिकांनी मोठ्या संख्येने सहभाग घेतला. प्रशासनाने याबाबत सविस्तर माहिती दिली आणि पुढील कार्यवाही लवकरच करण्यात येईल असे सांगितले. स्थानिक पदाधिकारी, शिक्षक, विद्यार्थी व पालक उपस्थित होते. कार्यक्रमाचे सूत्रसंचालन करण्यात आले व आभार मानण्यात आले. नागरिकांनी समाधान व्यक्त केले. भारताच्या विविध भागांमध्ये कार्यक्रम आयोजित करण्यात आला असून नागरिकांनी मोठ्या संख्येने सहभाग घेतला. प्रशासनाने याबाबत सविस्तर माहिती दिली आणि पुढील कार्यवाही लवकरच करण्यात येईल असे सांगितले. स्थानिक पदाधिकारी, शिक्षक, विद्यार्थी व पालक उपस्थित होते.: [299, 60, 345, 195]
- brief2-body-col2: अहिल्यानगर : येथील मर्चंटस बँकेच्या वतीने आनंद प्रतिष्ठानच्या उपाध्यक्षपदी निवड झाल्याबद्दल हरसीमरन मुनोत यांचा सत्कार करण्यात आला. भारताच्या विविध भागांमध्ये कार्यक्रम आयोजित करण्यात आला असून नागरिकांनी मोठ्या संख्येने सहभाग घेतला. प्रशासनाने याबाबत सविस्तर माहिती दिली आणि पुढील कार्यवाही लवकरच करण्यात येईल असे सांगितले. स्थानिक पदाधिकारी, शिक्षक, विद्यार्थी व पालक उपस्थित होते. कार्यक्रमाचे सूत्रसंचालन करण्यात आले व आभार मानण्यात आले. नागरिकांनी समाधान व्यक्त केले. भारताच्या विविध भागांमध्ये कार्यक्रम आयोजित करण्यात आला असून नागरिकांनी मोठ्या संख्येने सहभाग घेतला. प्रशासनाने याबाबत सविस्तर माहिती दिली आणि पुढील कार्यवाही लवकरच करण्यात येईल असे सांगितले. स्थानिक पदाधिकारी, शिक्षक, विद्यार्थी व पालक उपस्थित होते.: [50, 276, 98, 318]
- reunion-body-col8: अहिल्यानगर : नेती विद्यालयाच्या माजी विद्यार्थ्यांचा स्नेहमेळावा उत्साहात पार पडला. तब्बल वीस वर्षांनंतर एकत्र आलेल्या विद्यार्थ्यांनी जुन्या आठवणींना उजाळा दिला व शिक्षकांचा सन्मान केला. भारताच्या विविध भागांमध्ये कार्यक्रम आयोजित करण्यात आला असून नागरिकांनी मोठ्या संख्येने सहभाग घेतला. प्रशासनाने याबाबत सविस्तर माहिती दिली आणि पुढील कार्यवाही लवकरच करण्यात येईल असे सांगितले. स्थानिक पदाधिकारी, शिक्षक, विद्यार्थी व पालक उपस्थित होते. कार्यक्रमाचे सूत्रसंचालन करण्यात आले व आभार मानण्यात आले. नागरिकांनी समाधान व्यक्त केले. भारताच्या विविध भागांमध्ये कार्यक्रम आयोजित करण्यात आला असून नागरिकांनी मोठ्या संख्येने सहभाग घेतला. प्रशासनाने याबाबत सविस्तर माहिती दिली आणि पुढील कार्यवाही लवकरच करण्यात येईल असे सांगितले. स्थानिक पदाधिकारी, शिक्षक, विद्यार्थी व पालक उपस्थित होते.: [450, 695, 496, 789]
- eye-camp-subhead: १२५ ग्रामस्थांनी घेतला मोफत नेत्र तपासणीचा लाभ: [55, 341, 172, 349]
- bottom-divider: [6, 540, 495, 542]
- lead-body-col5: अहिल्यानगर : शहराला पाणीपुरवठा करणाऱ्या मुळानगर पंपिंग स्टेशन येथील ४०० एचपी क्षमतेचा स्टँडबाय पंप शुक्रवारपासून अचानक नादुरुस्त झाला असून त्यामुळे शहराला एक दिवस विलंबाने पाणीपुरवठा होणार असल्याची माहिती महापालिकेच्या पाणीपुरवठा विभागाने दिली. भारताच्या विविध भागांमध्ये कार्यक्रम आयोजित करण्यात आला असून नागरिकांनी मोठ्या संख्येने सहभाग घेतला. प्रशासनाने याबाबत सविस्तर माहिती दिली आणि पुढील कार्यवाही लवकरच करण्यात येईल असे सांगितले. स्थानिक पदाधिकारी, शिक्षक, विद्यार्थी व पालक उपस्थित होते. कार्यक्रमाचे सूत्रसंचालन करण्यात आले व आभार मानण्यात आले. नागरिकांनी समाधान व्यक्त केले. भारताच्या विविध भागांमध्ये कार्यक्रम आयोजित करण्यात आला असून नागरिकांनी मोठ्या संख्येने सहभाग घेतला. प्रशासनाने याबाबत सविस्तर माहिती दिली आणि पुढील कार्यवाही लवकरच करण्यात येईल असे सांगितले. स्थानिक पदाधिकारी, शिक्षक, विद्यार्थी व पालक उपस्थित होते.: [348, 60, 395, 195]
- students-body-col3: अहिल्यानगर : अहमदनगर महाविद्यालयातील विद्यार्थ्यांनी विविध स्पर्धा परीक्षांमध्ये उत्तुंग यश संपादन केले असून महाविद्यालयाच्या वतीने त्यांचा सत्कार करण्यात आला. प्राचार्यांनी विद्यार्थ्यांचे अभिनंदन केले. भारताच्या विविध भागांमध्ये कार्यक्रम आयोजित करण्यात आला असून नागरिकांनी मोठ्या संख्येने सहभाग घेतला. प्रशासनाने याबाबत सविस्तर माहिती दिली आणि पुढील कार्यवाही लवकरच करण्यात येईल असे सांगितले. स्थानिक पदाधिकारी, शिक्षक, विद्यार्थी व पालक उपस्थित होते. कार्यक्रमाचे सूत्रसंचालन करण्यात आले व आभार मानण्यात आले. नागरिकांनी समाधान व्यक्त केले. भारताच्या विविध भागांमध्ये कार्यक्रम आयोजित करण्यात आला असून नागरिकांनी मोठ्या संख्येने सहभाग घेतला. प्रशासनाने याबाबत सविस्तर माहिती दिली आणि पुढील कार्यवाही लवकरच करण्यात येईल असे सांगितले. स्थानिक पदाधिकारी, शिक्षक, विद्यार्थी व पालक उपस्थित होते.: [103, 641, 149, 789]
- middle-divider-2: [349, 325, 350, 538]
- eye-camp-body-col4: अहिल्यानगर : निमगाव वाघा (ता. नगर) येथे झालेल्या मोफत नेत्र तपासणी शिबिरात १२५ ग्रामस्थांनी सहभाग घेतला. शिबिराचे आयोजन स्थानिक ग्रामपंचायत व सामाजिक संस्थांच्या वतीने करण्यात आले होते. भारताच्या विविध भागांमध्ये कार्यक्रम आयोजित करण्यात आला असून नागरिकांनी मोठ्या संख्येने सहभाग घेतला. प्रशासनाने याबाबत सविस्तर माहिती दिली आणि पुढील कार्यवाही लवकरच करण्यात येईल असे सांगितले. स्थानिक पदाधिकारी, शिक्षक, विद्यार्थी व पालक उपस्थित होते. कार्यक्रमाचे सूत्रसंचालन करण्यात आले व आभार मानण्यात आले. नागरिकांनी समाधान व्यक्त केले. भारताच्या विविध भागांमध्ये कार्यक्रम आयोजित करण्यात आला असून नागरिकांनी मोठ्या संख्येने सहभाग घेतला. प्रशासनाने याबाबत सविस्तर माहिती दिली आणि पुढील कार्यवाही लवकरच करण्यात येईल असे सांगितले. स्थानिक पदाधिकारी, शिक्षक, विद्यार्थी व पालक उपस्थित होते.: [174, 352, 221, 536]
- middle-divider: [6, 322, 495, 324]
- photo-caption-body: अहिल्यानगर : शहराला पाणीपुरवठा करणाऱ्या मुळानगर पंपिंग स्टेशन येथील ४०० एचपी क्षमतेचा स्टँडबाय पंप शुक्रवारपासून अचानक नादुरुस्त झाला असून त्यामुळे शहराला एक दिवस विलंबाने पाणीपुरवठा होणार असल्याची माहिती महापालिकेच्या पाणीपुरवठा विभागाने दिली. भारताच्या विविध भागांमध्ये कार्यक्रम आयोजित करण्यात आला असून नागरिकांनी मोठ्या संख्येने सहभाग घेतला. प्रशासनाने याबाबत सविस्तर माहिती दिली आणि पुढील कार्यवाही लवकरच करण्यात येईल असे सांगितले. स्थानिक पदाधिकारी, शिक्षक, विद्यार्थी व पालक उपस्थित होते. कार्यक्रमाचे सूत्रसंचालन करण्यात आले व आभार मानण्यात आले. नागरिकांनी समाधान व्यक्त केले. भारताच्या विविध भागांमध्ये कार्यक्रम आयोजित करण्यात आला असून नागरिकांनी मोठ्या संख्येने सहभाग घेतला. प्रशासनाने याबाबत सविस्तर माहिती दिली आणि पुढील कार्यवाही लवकरच करण्यात येईल असे सांगितले. स्थानिक पदाधिकारी, शिक्षक, विद्यार्थी व पालक उपस्थित होते.: [155, 260, 243, 318]
- water-tap-icon: [256, 62, 296, 100]
- eye-camp-body-col1: अहिल्यानगर : निमगाव वाघा (ता. नगर) येथे झालेल्या मोफत नेत्र तपासणी शिबिरात १२५ ग्रामस्थांनी सहभाग घेतला. शिबिराचे आयोजन स्थानिक ग्रामपंचायत व सामाजिक संस्थांच्या वतीने करण्यात आले होते. भारताच्या विविध भागांमध्ये कार्यक्रम आयोजित करण्यात आला असून नागरिकांनी मोठ्या संख्येने सहभाग घेतला. प्रशासनाने याबाबत सविस्तर माहिती दिली आणि पुढील कार्यवाही लवकरच करण्यात येईल असे सांगितले. स्थानिक पदाधिकारी, शिक्षक, विद्यार्थी व पालक उपस्थित होते. कार्यक्रमाचे सूत्रसंचालन करण्यात आले व आभार मानण्यात आले. नागरिकांनी समाधान व्यक्त केले. भारताच्या विविध भागांमध्ये कार्यक्रम आयोजित करण्यात आला असून नागरिकांनी मोठ्या संख्येने सहभाग घेतला. प्रशासनाने याबाबत सविस्तर माहिती दिली आणि पुढील कार्यवाही लवकरच करण्यात येईल असे सांगितले. स्थानिक पदाधिकारी, शिक्षक, विद्यार्थी व पालक उपस्थित होते.: [6, 352, 48, 536]
- appointment-headline: मोनिका झरेकरची सहाय्यक अधिकारीपदी निवड: [246, 328, 327, 349]
- reunion-body-col1: अहिल्यानगर : नेती विद्यालयाच्या माजी विद्यार्थ्यांचा स्नेहमेळावा उत्साहात पार पडला. तब्बल वीस वर्षांनंतर एकत्र आलेल्या विद्यार्थ्यांनी जुन्या आठवणींना उजाळा दिला व शिक्षकांचा सन्मान केला. भारताच्या विविध भागांमध्ये कार्यक्रम आयोजित करण्यात आला असून नागरिकांनी मोठ्या संख्येने सहभाग घेतला. प्रशासनाने याबाबत सविस्तर माहिती दिली आणि पुढील कार्यवाही लवकरच करण्यात येईल असे सांगितले. स्थानिक पदाधिकारी, शिक्षक, विद्यार्थी व पालक उपस्थित होते. कार्यक्रमाचे सूत्रसंचालन करण्यात आले व आभार मानण्यात आले. नागरिकांनी समाधान व्यक्त केले. भारताच्या विविध भागांमध्ये कार्यक्रम आयोजित करण्यात आला असून नागरिकांनी मोठ्या संख्येने सहभाग घेतला. प्रशासनाने याबाबत सविस्तर माहिती दिली आणि पुढील कार्यवाही लवकरच करण्यात येईल असे सांगितले. स्थानिक पदाधिकारी, शिक्षक, विद्यार्थी व पालक उपस्थित होते.: [256, 570, 302, 789]
- lead-body-col2: अहिल्यानगर : शहराला पाणीपुरवठा करणाऱ्या मुळानगर पंपिंग स्टेशन येथील ४०० एचपी क्षमतेचा स्टँडबाय पंप शुक्रवारपासून अचानक नादुरुस्त झाला असून त्यामुळे शहराला एक दिवस विलंबाने पाणीपुरवठा होणार असल्याची माहिती महापालिकेच्या पाणीपुरवठा विभागाने दिली. भारताच्या विविध भागांमध्ये कार्यक्रम आयोजित करण्यात आला असून नागरिकांनी मोठ्या संख्येने सहभाग घेतला. प्रशासनाने याबाबत सविस्तर माहिती दिली आणि पुढील कार्यवाही लवकरच करण्यात येईल असे सांगितले. स्थानिक पदाधिकारी, शिक्षक, विद्यार्थी व पालक उपस्थित होते. कार्यक्रमाचे सूत्रसंचालन करण्यात आले व आभार मानण्यात आले. नागरिकांनी समाधान व्यक्त केले. भारताच्या विविध भागांमध्ये कार्यक्रम आयोजित करण्यात आला असून नागरिकांनी मोठ्या संख्येने सहभाग घेतला. प्रशासनाने याबाबत सविस्तर माहिती दिली आणि पुढील कार्यवाही लवकरच करण्यात येईल असे सांगितले. स्थानिक पदाधिकारी, शिक्षक, विद्यार्थी व पालक उपस्थित होते.: [205, 60, 252, 195]
- reunion-body-col2: अहिल्यानगर : नेती विद्यालयाच्या माजी विद्यार्थ्यांचा स्नेहमेळावा उत्साहात पार पडला. तब्बल वीस वर्षांनंतर एकत्र आलेल्या विद्यार्थ्यांनी जुन्या आठवणींना उजाळा दिला व शिक्षकांचा सन्मान केला. भारताच्या विविध भागांमध्ये कार्यक्रम आयोजित करण्यात आला असून नागरिकांनी मोठ्या संख्येने सहभाग घेतला. प्रशासनाने याबाबत सविस्तर माहिती दिली आणि पुढील कार्यवाही लवकरच करण्यात येईल असे सांगितले. स्थानिक पदाधिकारी, शिक्षक, विद्यार्थी व पालक उपस्थित होते. कार्यक्रमाचे सूत्रसंचालन करण्यात आले व आभार मानण्यात आले. नागरिकांनी समाधान व्यक्त केले. भारताच्या विविध भागांमध्ये कार्यक्रम आयोजित करण्यात आला असून नागरिकांनी मोठ्या संख्येने सहभाग घेतला. प्रशासनाने याबाबत सविस्तर माहिती दिली आणि पुढील कार्यवाही लवकरच करण्यात येईल असे सांगितले. स्थानिक पदाधिकारी, शिक्षक, विद्यार्थी व पालक उपस्थित होते.: [305, 570, 351, 789]
- lead-body-col6: अहिल्यानगर : शहराला पाणीपुरवठा करणाऱ्या मुळानगर पंपिंग स्टेशन येथील ४०० एचपी क्षमतेचा स्टँडबाय पंप शुक्रवारपासून अचानक नादुरुस्त झाला असून त्यामुळे शहराला एक दिवस विलंबाने पाणीपुरवठा होणार असल्याची माहिती महापालिकेच्या पाणीपुरवठा विभागाने दिली. भारताच्या विविध भागांमध्ये कार्यक्रम आयोजित करण्यात आला असून नागरिकांनी मोठ्या संख्येने सहभाग घेतला. प्रशासनाने याबाबत सविस्तर माहिती दिली आणि पुढील कार्यवाही लवकरच करण्यात येईल असे सांगितले. स्थानिक पदाधिकारी, शिक्षक, विद्यार्थी व पालक उपस्थित होते. कार्यक्रमाचे सूत्रसंचालन करण्यात आले व आभार मानण्यात आले. नागरिकांनी समाधान व्यक्त केले. भारताच्या विविध भागांमध्ये कार्यक्रम आयोजित करण्यात आला असून नागरिकांनी मोठ्या संख्येने सहभाग घेतला. प्रशासनाने याबाबत सविस्तर माहिती दिली आणि पुढील कार्यवाही लवकरच करण्यात येईल असे सांगितले. स्थानिक पदाधिकारी, शिक्षक, विद्यार्थी व पालक उपस्थित होते.: [398, 60, 445, 195]
- photo-caption: फटाके फोडत केला आनंदोत्सव: [163, 242, 235, 250]
- date-line: अहिल्यानगर रविवार दि.११ जानेवारी २०२६: [417, 7, 494, 13]
- brief2-photo: [50, 244, 98, 274]
- sidebar-header: संक्षिप्त...: [22, 24, 45, 31]
- water-tap-graphic: [256, 62, 296, 100]
- students-group-photo: [54, 560, 249, 638]
- brief2-subtitle: आनंद प्रतिष्ठानच्या उपाध्यक्षपदी झाली केली निवड: [6, 232, 124, 240]
- lead-body-col3: अहिल्यानगर : शहराला पाणीपुरवठा करणाऱ्या मुळानगर पंपिंग स्टेशन येथील ४०० एचपी क्षमतेचा स्टँडबाय पंप शुक्रवारपासून अचानक नादुरुस्त झाला असून त्यामुळे शहराला एक दिवस विलंबाने पाणीपुरवठा होणार असल्याची माहिती महापालिकेच्या पाणीपुरवठा विभागाने दिली. भारताच्या विविध भागांमध्ये कार्यक्रम आयोजित करण्यात आला असून नागरिकांनी मोठ्या संख्येने सहभाग घेतला. प्रशासनाने याबाबत सविस्तर माहिती दिली आणि पुढील कार्यवाही लवकरच करण्यात येईल असे सांगितले. स्थानिक पदाधिकारी, शिक्षक, विद्यार्थी व पालक उपस्थित होते. कार्यक्रमाचे सूत्रसंचालन करण्यात आले व आभार मानण्यात आले. नागरिकांनी समाधान व्यक्त केले. भारताच्या विविध भागांमध्ये कार्यक्रम आयोजित करण्यात आला असून नागरिकांनी मोठ्या संख्येने सहभाग घेतला. प्रशासनाने याबाबत सविस्तर माहिती दिली आणि पुढील कार्यवाही लवकरच करण्यात येईल असे सांगितले. स्थानिक पदाधिकारी, शिक्षक, विद्यार्थी व पालक उपस्थित होते.: [256, 102, 296, 195]
- sidebar-divider: [150, 22, 151, 317]
